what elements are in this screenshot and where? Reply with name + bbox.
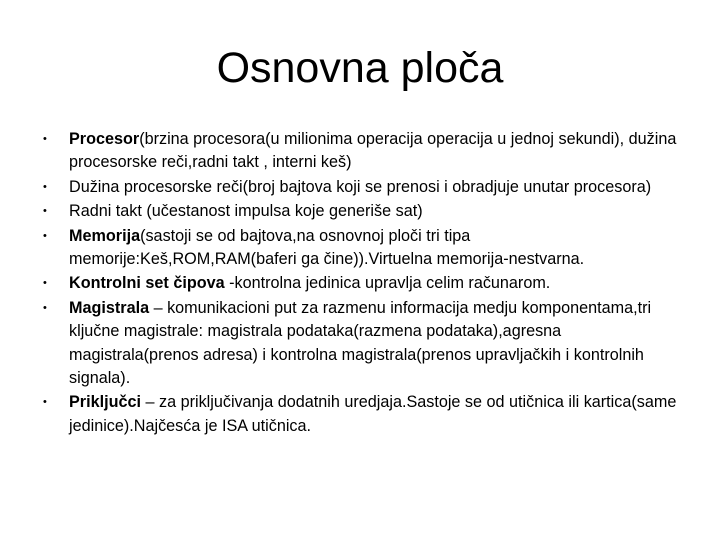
bullet-item-kontrolni-set [43, 272, 683, 295]
bullet-text [69, 299, 651, 387]
bullet-lead: Priključci [69, 393, 141, 412]
bullet-dot-icon: • [43, 301, 47, 314]
bullet-dot-icon: • [43, 205, 47, 218]
bullet-dot-icon: • [43, 277, 47, 290]
bullet-text [69, 274, 550, 292]
bullet-rest: Radni takt (učestanost impulsa koje generiše sat) [69, 202, 423, 221]
bullet-lead: Memorija [69, 226, 141, 245]
bullet-rest: Dužina procesorske reči(broj bajtova koji se prenosi i obradjuje unutar procesora) [69, 177, 652, 196]
bullet-text [69, 178, 651, 196]
bullet-dot-icon: • [43, 229, 47, 242]
bullet-lead: Magistrala [69, 298, 150, 317]
bullet-item-duzina-reci [43, 176, 683, 199]
bullet-text [69, 227, 584, 268]
bullet-rest: (sastoji se od bajtova,na osnovnoj ploči tri tipa memorije:Keš,ROM,RAM(baferi ga čine)).Virtuelna memorija-nestvarna. [69, 226, 585, 269]
bullet-lead: Procesor [69, 130, 140, 148]
bullet-item-memorija [43, 225, 683, 272]
bullet-item-prikljucci [43, 391, 683, 438]
bullet-dot-icon: • [43, 396, 47, 409]
bullet-text [69, 202, 423, 220]
slide-title: Osnovna ploča [216, 44, 504, 92]
bullet-rest: (brzina procesora(u milionima operacija operacija u jednoj sekundi), dužina procesorske reči,radni takt , interni keš) [69, 130, 677, 172]
bullet-rest: – za priključivanja dodatnih uredjaja.Sastoje se od utičnica ili kartica(same jedinice).Najčesća je ISA utičnica. [69, 393, 677, 435]
bullet-item-magistrala [43, 297, 683, 391]
bullet-list [43, 128, 683, 439]
bullet-dot-icon: • [43, 180, 47, 193]
bullet-item-procesor [43, 128, 683, 175]
bullet-rest: -kontrolna jedinica upravlja celim računarom. [224, 274, 551, 293]
bullet-rest: – komunikacioni put za razmenu informacija medju komponentama,tri ključne magistrale: magistrala podataka(razmena podataka),agresna magistrala(prenos adresa) i kontrolna magistrala(prenos upravljačkih i kontrolnih signala). [69, 298, 652, 388]
bullet-item-radni-takt [43, 200, 683, 223]
bullet-text [69, 393, 676, 434]
bullet-dot-icon: • [43, 133, 47, 145]
bullet-lead: Kontrolni set čipova [69, 274, 225, 293]
bullet-text [69, 130, 676, 171]
